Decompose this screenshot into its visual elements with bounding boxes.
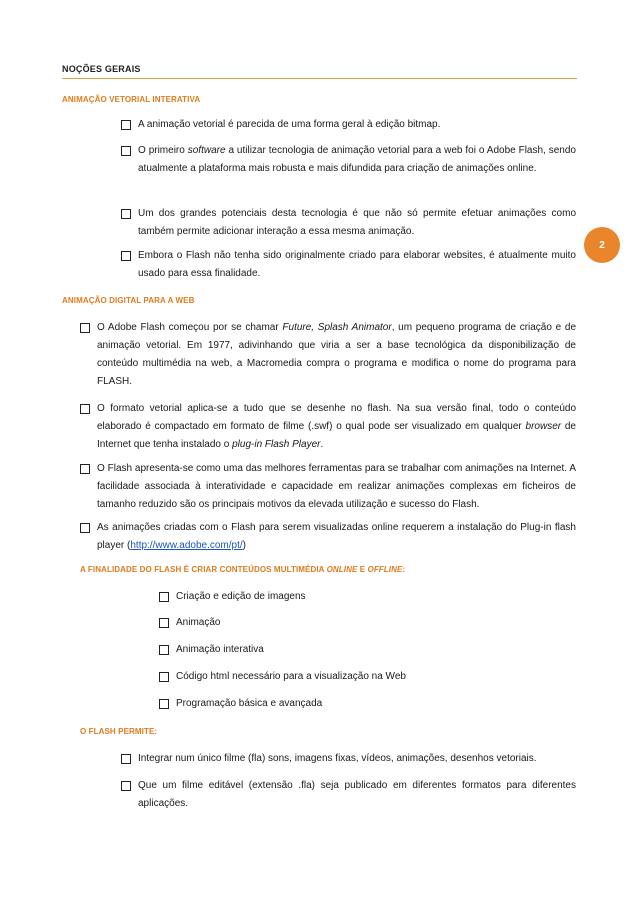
checkbox-icon	[159, 592, 169, 602]
checkbox-icon	[159, 672, 169, 682]
checkbox-icon	[159, 618, 169, 628]
checkbox-icon	[121, 146, 131, 156]
list-item: Código html necessário para a visualização na Web	[176, 671, 406, 682]
checkbox-icon	[121, 754, 131, 764]
checkbox-icon	[121, 120, 131, 130]
checkbox-icon	[80, 323, 90, 333]
checkbox-icon	[159, 645, 169, 655]
list-item: As animações criadas com o Flash para serem visualizadas online requerem a instalação do Plug-in flash player (http://www.adobe.com/pt/)	[97, 522, 576, 551]
checkbox-icon	[80, 464, 90, 474]
checkbox-icon	[80, 523, 90, 533]
checkbox-icon	[121, 781, 131, 791]
checkbox-icon	[121, 209, 131, 219]
list-item: O Adobe Flash começou por se chamar Future, Splash Animator, um pequeno programa de criação e de animação vetorial. Em 1977, adivinhando que viria a ser a base tecnológica da disponibilização de conteúdo multimédia na web, a Macromedia compra o programa e modifica o nome do programa para FLASH.	[97, 322, 577, 387]
adobe-link[interactable]: http://www.adobe.com/pt/	[130, 540, 243, 551]
list-item: O formato vetorial aplica-se a tudo que se desenhe no flash. Na sua versão final, todo o conteúdo elaborado é compactado em formato de filme (.swf) o qual pode ser visualizado em qualquer browser de Internet que tenha instalado o plug-in Flash Player.	[97, 403, 576, 450]
checkbox-icon	[121, 251, 131, 261]
list-item: Embora o Flash não tenha sido originalmente criado para elaborar websites, é atualmente muito usado para essa finalidade.	[138, 250, 576, 279]
checkbox-icon	[159, 699, 169, 709]
list-item: Animação	[176, 617, 221, 628]
section-title-finalidade: A FINALIDADE DO FLASH É CRIAR CONTEÚDOS MULTIMÉDIA ONLINE E OFFLINE:	[80, 565, 406, 574]
list-item: Integrar num único filme (fla) sons, imagens fixas, vídeos, animações, desenhos vetoriais.	[138, 753, 537, 764]
list-item: Programação básica e avançada	[176, 698, 323, 709]
section-title-animacao-digital: ANIMAÇÃO DIGITAL PARA A WEB	[62, 296, 195, 305]
header-rule	[62, 78, 577, 79]
page-header-title: NOÇÕES GERAIS	[62, 64, 141, 74]
list-item: A animação vetorial é parecida de uma forma geral à edição bitmap.	[138, 119, 441, 130]
section-title-flash-permite: O FLASH PERMITE:	[80, 727, 158, 736]
section-title-animacao-vetorial: ANIMAÇÃO VETORIAL INTERATIVA	[62, 95, 201, 104]
list-item: Um dos grandes potenciais desta tecnologia é que não só permite efetuar animações como também permite adicionar interação a essa mesma animação.	[138, 208, 576, 237]
page-number-badge: 2	[584, 227, 620, 263]
checkbox-icon	[80, 404, 90, 414]
list-item: Animação interativa	[176, 644, 264, 655]
list-item: O primeiro software a utilizar tecnologia de animação vetorial para a web foi o Adobe Flash, sendo atualmente a plataforma mais robusta e mais difundida para criação de animações online.	[138, 145, 576, 174]
list-item: Que um filme editável (extensão .fla) seja publicado em diferentes formatos para diferentes aplicações.	[138, 780, 576, 809]
list-item: O Flash apresenta-se como uma das melhores ferramentas para se trabalhar com animações na Internet. A facilidade associada à interatividade e capacidade em realizar animações complexas em ficheiros de tamanho reduzido são os principais motivos da elevada utilização e sucesso do Flash.	[97, 463, 576, 510]
list-item: Criação e edição de imagens	[176, 591, 306, 602]
